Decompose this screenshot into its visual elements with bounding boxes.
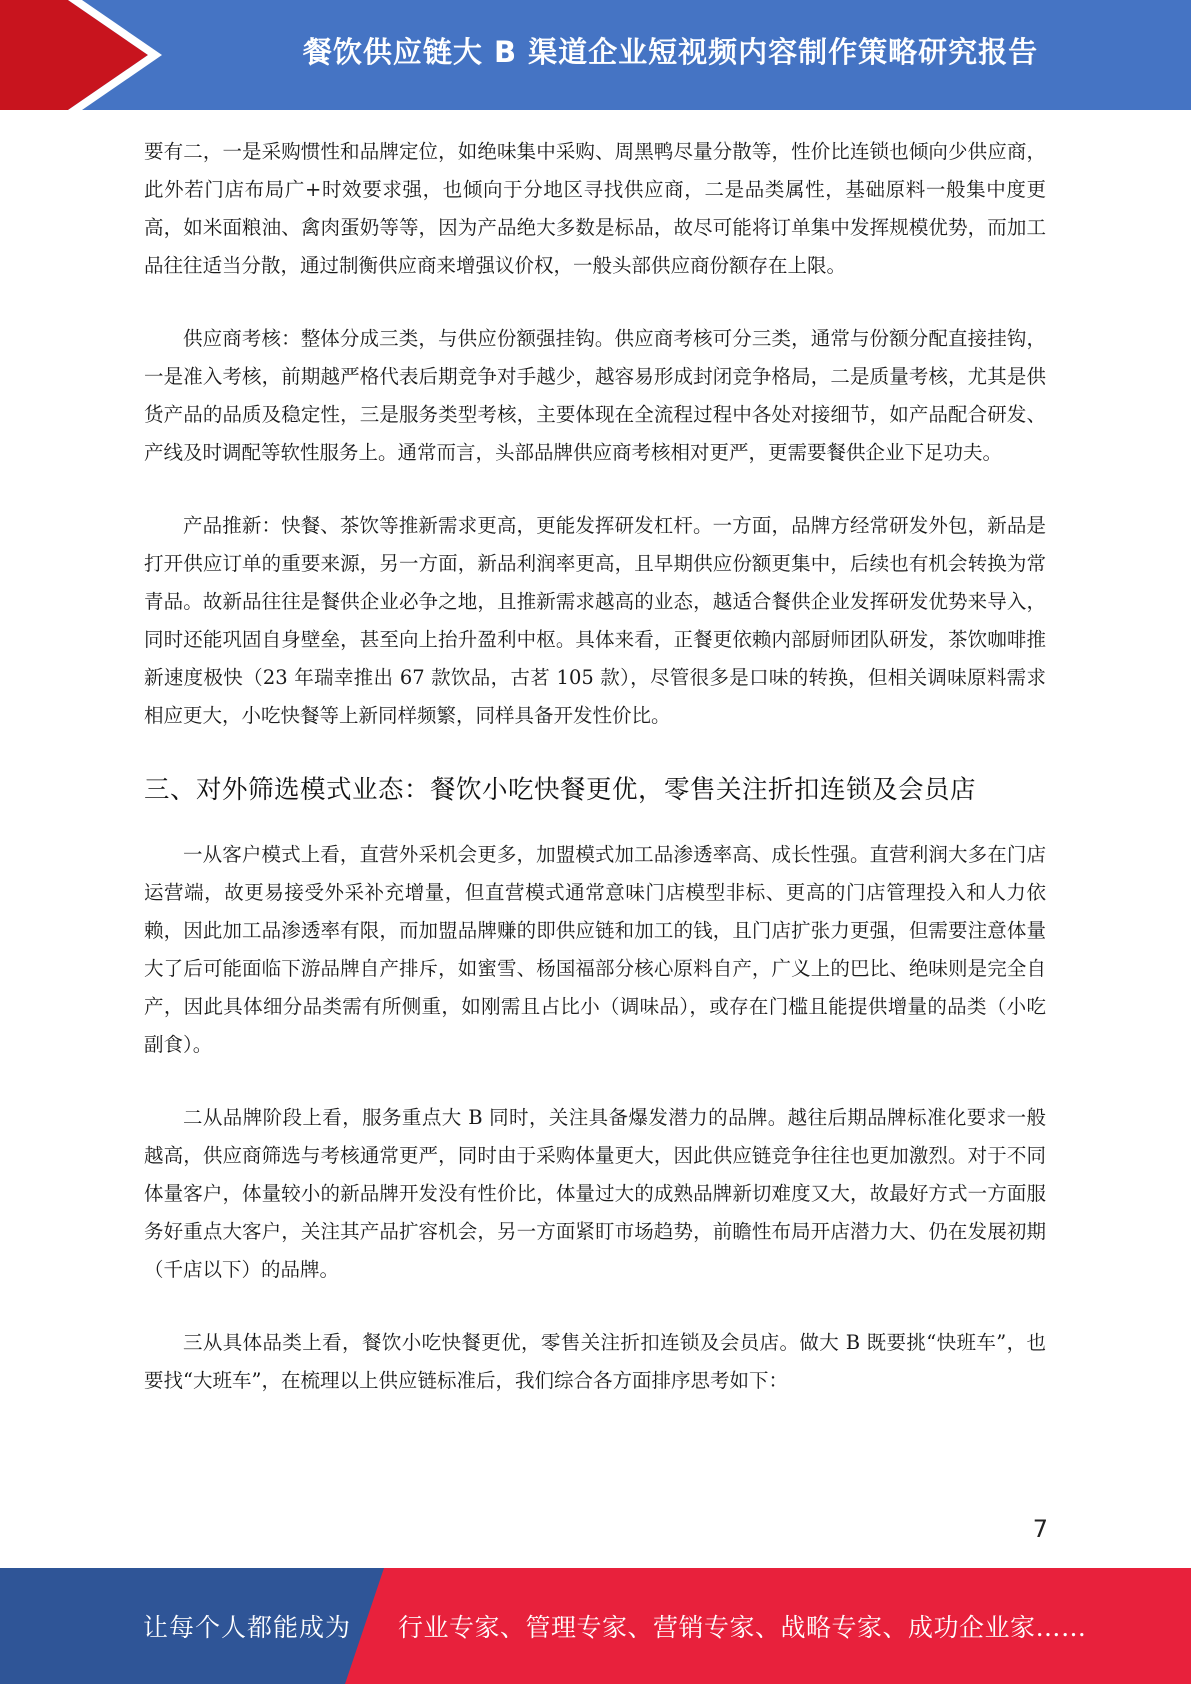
footer-slogan-left: 让每个人都能成为 <box>143 1613 352 1642</box>
section-heading: 三、对外筛选模式业态：餐饮小吃快餐更优，零售关注折扣连锁及会员店 <box>144 775 977 805</box>
document-body <box>144 133 1046 1435</box>
page-number: 7 <box>1032 1515 1048 1543</box>
paragraph-supplier-concentration: 要有二，一是采购惯性和品牌定位，如绝味集中采购、周黑鸭尽量分散等，性价比连锁也倾向少供应商，此外若门店布局广+时效要求强，也倾向于分地区寻找供应商，二是品类属性，基础原料一般集中度更高，如米面粮油、禽肉蛋奶等等，因为产品绝大多数是标品，故尽可能将订单集中发挥规模优势，而加工品往往适当分散，通过制衡供应商来增强议价权，一般头部供应商份额存在上限。 <box>144 140 1046 277</box>
paragraph-supplier-assessment: 供应商考核：整体分成三类，与供应份额强挂钩。供应商考核可分三类，通常与份额分配直接挂钩，一是准入考核，前期越严格代表后期竞争对手越少，越容易形成封闭竞争格局，二是质量考核，尤其是供货产品的品质及稳定性，三是服务类型考核，主要体现在全流程过程中各处对接细节，如产品配合研发、产线及时调配等软性服务上。通常而言，头部品牌供应商考核相对更严，更需要餐供企业下足功夫。 <box>144 327 1046 464</box>
document-title: 餐饮供应链大 B 渠道企业短视频内容制作策略研究报告 <box>302 34 1039 69</box>
paragraph-category: 三从具体品类上看，餐饮小吃快餐更优，零售关注折扣连锁及会员店。做大 B 既要挑“快班车”，也要找“大班车”，在梳理以上供应链标准后，我们综合各方面排序思考如下： <box>144 1331 1046 1392</box>
paragraph-product-innovation: 产品推新：快餐、茶饮等推新需求更高，更能发挥研发杠杆。一方面，品牌方经常研发外包，新品是打开供应订单的重要来源，另一方面，新品利润率更高，且早期供应份额更集中，后续也有机会转换为常青品。故新品往往是餐供企业必争之地，且推新需求越高的业态，越适合餐供企业发挥研发优势来导入，同时还能巩固自身壁垒，甚至向上抬升盈利中枢。具体来看，正餐更依赖内部厨师团队研发，茶饮咖啡推新速度极快（23 年瑞幸推出 67 款饮品，古茗 105 款），尽管很多是口味的转换，但相关调味原料需求相应更大，小吃快餐等上新同样频繁，同样具备开发性价比。 <box>144 514 1046 727</box>
paragraph-brand-stage: 二从品牌阶段上看，服务重点大 B 同时，关注具备爆发潜力的品牌。越往后期品牌标准化要求一般越高，供应商筛选与考核通常更严，同时由于采购体量更大，因此供应链竞争往往也更加激烈。对于不同体量客户，体量较小的新品牌开发没有性价比，体量过大的成熟品牌新切难度又大，故最好方式一方面服务好重点大客户，关注其产品扩容机会，另一方面紧盯市场趋势，前瞻性布局开店潜力大、仍在发展初期（千店以下）的品牌。 <box>144 1106 1046 1281</box>
footer-slogan-right: 行业专家、管理专家、营销专家、战略专家、成功企业家…… <box>398 1613 1087 1642</box>
page-footer <box>0 1568 1191 1684</box>
page-header <box>0 0 1191 110</box>
paragraph-customer-model: 一从客户模式上看，直营外采机会更多，加盟模式加工品渗透率高、成长性强。直营利润大多在门店运营端，故更易接受外采补充增量，但直营模式通常意味门店模型非标、更高的门店管理投入和人力依赖，因此加工品渗透率有限，而加盟品牌赚的即供应链和加工的钱，且门店扩张力更强，但需要注意体量大了后可能面临下游品牌自产排斥，如蜜雪、杨国福部分核心原料自产，广义上的巴比、绝味则是完全自产，因此具体细分品类需有所侧重，如刚需且占比小（调味品），或存在门槛且能提供增量的品类（小吃副食）。 <box>144 843 1046 1056</box>
